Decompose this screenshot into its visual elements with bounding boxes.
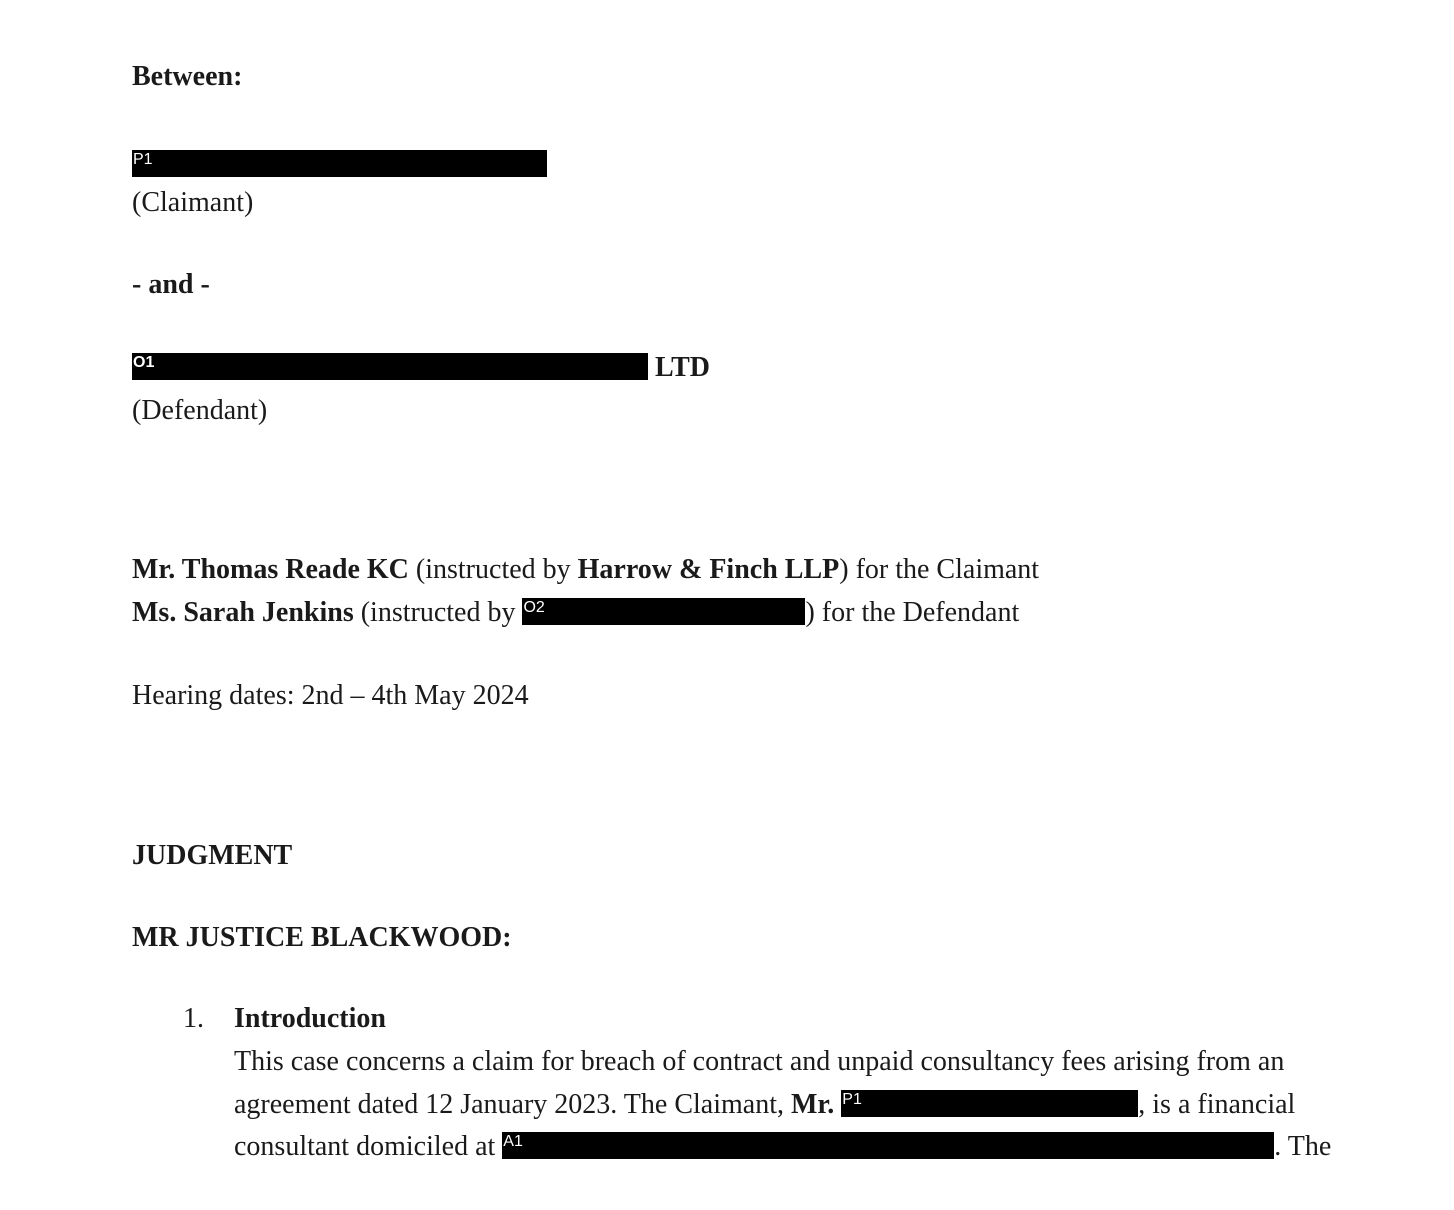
judgment-title: JUDGMENT: [132, 840, 293, 871]
line3-post: . The: [1274, 1131, 1332, 1162]
claimant-counsel-name: Mr. Thomas Reade KC: [132, 554, 409, 585]
counsel-defendant-line: [132, 597, 1019, 629]
claimant-name-line: [132, 149, 547, 181]
defendant-firm-redaction: [522, 598, 805, 625]
section-number: 1.: [183, 1003, 204, 1034]
redaction-tag: P1: [133, 151, 153, 168]
defendant-suffix: LTD: [655, 352, 711, 383]
claimant-role: (Claimant): [132, 187, 254, 218]
claimant-for: for the Claimant: [855, 554, 1040, 585]
redaction-tag: A1: [503, 1133, 523, 1150]
claimant-name-redaction: [841, 1090, 1138, 1117]
defendant-for: ) for the Defendant: [805, 597, 1020, 628]
and-separator: - and -: [132, 269, 210, 300]
claimant-instructed-close: ): [839, 554, 849, 585]
section-heading: Introduction: [234, 1003, 386, 1034]
paragraph-line-3: [234, 1131, 1331, 1163]
claimant-redaction: [132, 150, 547, 177]
line2-pre: agreement dated 12 January 2023. The Claimant,: [234, 1089, 784, 1120]
address-redaction: [502, 1132, 1274, 1159]
defendant-instructed-open: (instructed by: [360, 597, 516, 628]
line2-post: , is a financial: [1138, 1089, 1296, 1120]
redaction-tag: P1: [842, 1091, 862, 1108]
paragraph-line-1: This case concerns a claim for breach of contract and unpaid consultancy fees arising from an: [234, 1046, 1285, 1077]
line2-title: Mr.: [790, 1089, 835, 1120]
paragraph-line-2: [234, 1089, 1295, 1121]
claimant-instructed-open: (instructed by: [415, 554, 571, 585]
defendant-counsel-name: Ms. Sarah Jenkins: [132, 597, 354, 628]
between-label: Between:: [132, 61, 243, 92]
hearing-dates: Hearing dates: 2nd – 4th May 2024: [132, 680, 529, 711]
defendant-redaction: [132, 353, 648, 380]
line3-pre: consultant domiciled at: [234, 1131, 496, 1162]
defendant-name-line: [132, 352, 710, 384]
judge-name: MR JUSTICE BLACKWOOD:: [132, 922, 512, 953]
redaction-tag: O1: [133, 354, 155, 371]
redaction-tag: O2: [523, 599, 545, 616]
defendant-role: (Defendant): [132, 395, 268, 426]
counsel-claimant-line: [132, 554, 1039, 586]
claimant-firm: Harrow & Finch LLP: [577, 554, 840, 585]
